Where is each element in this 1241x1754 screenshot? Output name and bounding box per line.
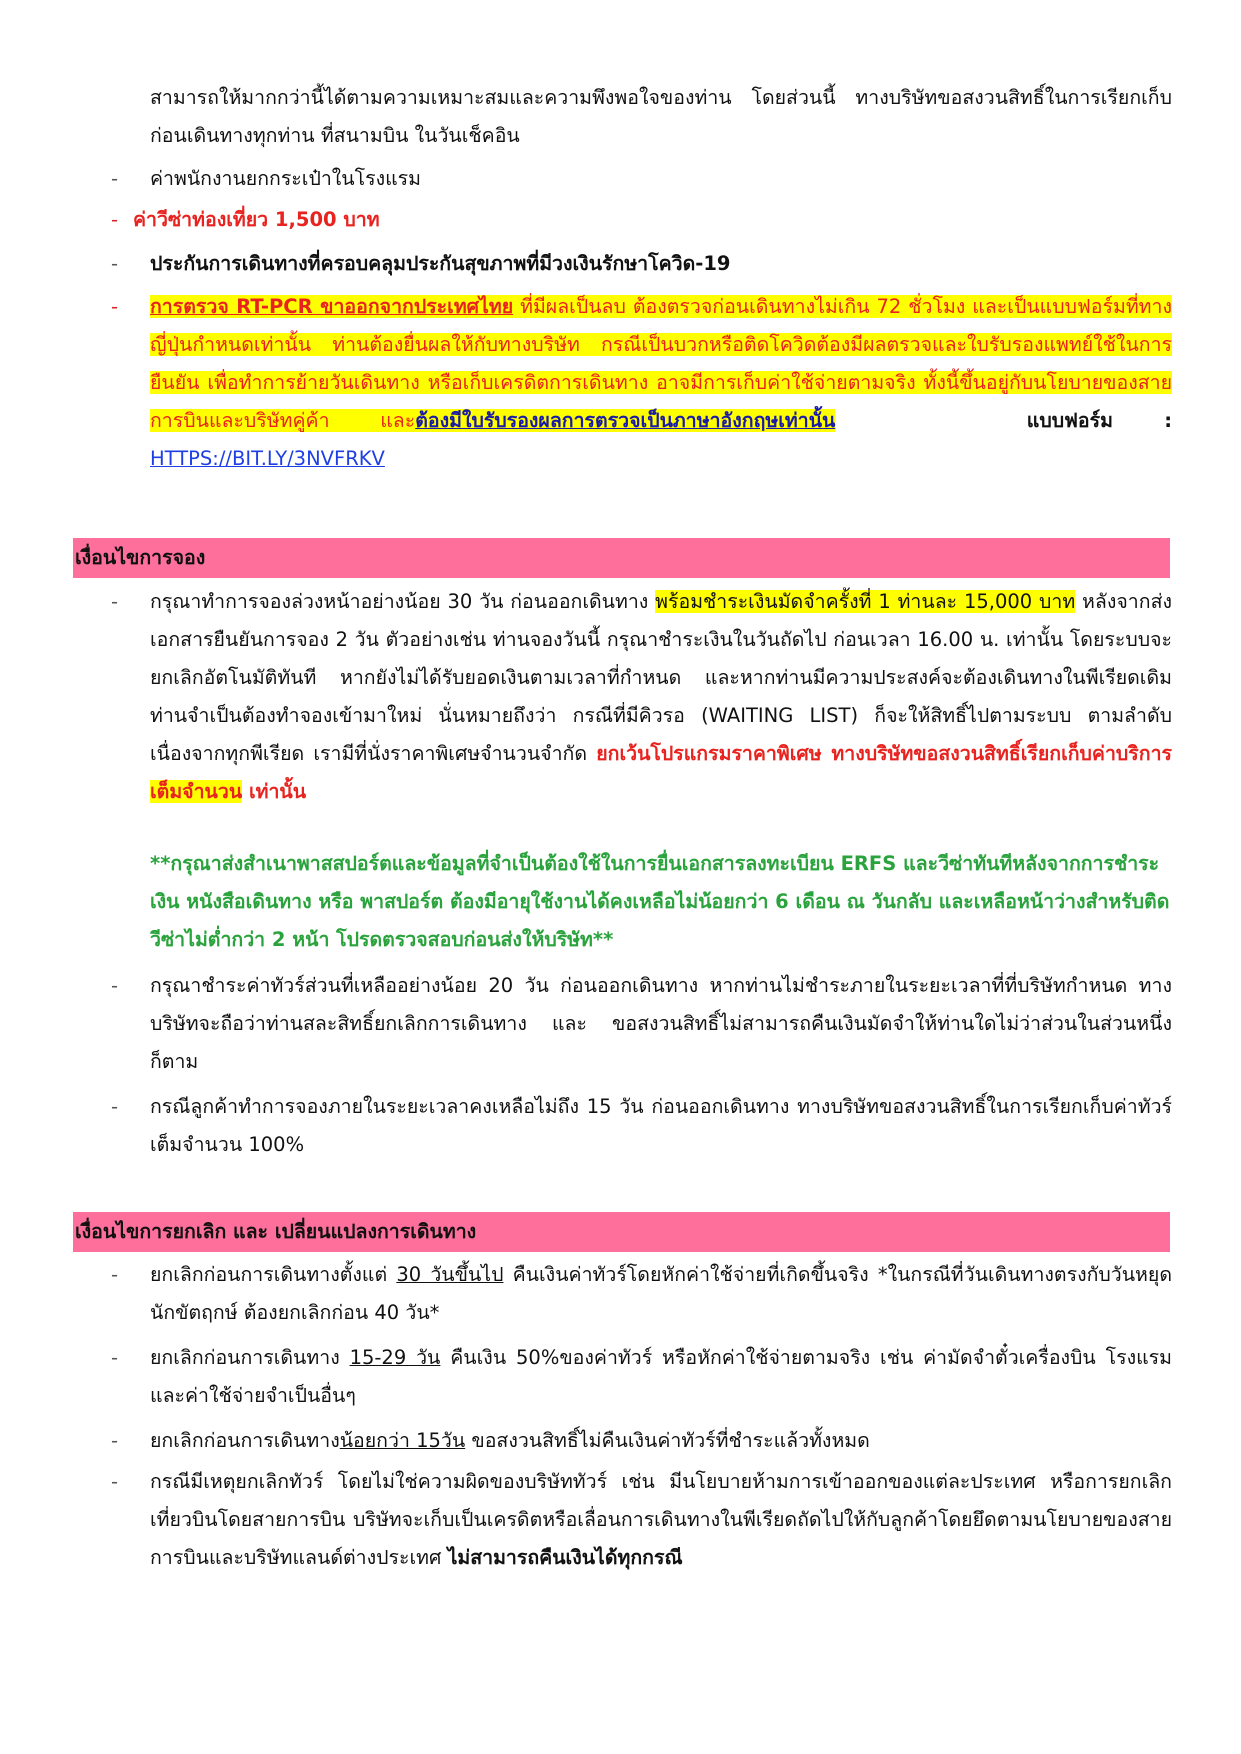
bullet-dash: -: [111, 974, 119, 997]
bullet-dash: -: [111, 167, 119, 190]
cancel-15-29-lead: ยกเลิกก่อนการเดินทาง: [150, 1346, 350, 1369]
special-price-note: ยกเว้นโปรแกรมราคาพิเศษ ทางบริษัทขอสงวนสิทธิ์เรียกเก็บค่าบริการ: [596, 742, 1172, 765]
deposit-highlight: พร้อมชำระเงินมัดจำครั้งที่ 1 ท่านละ 15,000 บาท: [655, 590, 1076, 613]
rtpcr-english-requirement: ต้องมีใบรับรองผลการตรวจเป็นภาษาอังกฤษเท่านั้น: [415, 409, 836, 432]
cancel-30-lead: ยกเลิกก่อนการเดินทางตั้งแต่: [150, 1263, 397, 1286]
force-majeure-body: กรณีมีเหตุยกเลิกทัวร์ โดยไม่ใช่ความผิดของบริษัททัวร์ เช่น มีนโยบายห้ามการเข้าออกของแต่ละประเทศ หรือการยกเลิกเที่ยวบินโดยสายการบิน บริษัทจะเก็บเป็นเครดิตหรือเลื่อนการเดินทางในพีเรียดถัดไปให้กับลูกค้าโดยยึดตามนโยบายของสายการบินและบริษัทแลนด์ต่างประเทศ: [150, 1470, 1172, 1569]
bullet-dash: -: [111, 252, 119, 275]
booking-body: หลังจากส่งเอกสารยืนยันการจอง 2 วัน ตัวอย่างเช่น ท่านจองวันนี้ กรุณาชำระเงินในวันถัดไป ก่อนเวลา 16.00 น. เท่านั้น โดยระบบจะยกเลิกอัตโนมัติทันที หากยังไม่ได้รับยอดเงินตามเวลาที่กำหนด และหากท่านมีความประสงค์จะต้องเดินทางในพีเรียดเดิม ท่านจำเป็นต้องทำจองเข้ามาใหม่ นั่นหมายถึงว่า กรณีที่มีคิวรอ (WAITING LIST) ก็จะให้สิทธิ์ไปตามระบบ ตามลำดับ เนื่องจากทุกพีเรียด เรามีที่นั่งราคาพิเศษจำนวนจำกัด: [150, 590, 1172, 765]
cancel-under15-lead: ยกเลิกก่อนการเดินทาง: [150, 1429, 340, 1452]
form-label: แบบฟอร์ม :: [1026, 409, 1173, 432]
full-amount-highlight: เต็มจำนวน: [150, 780, 243, 803]
booking-conditions-header: เงื่อนไขการจอง: [73, 538, 1170, 578]
cancel-15-29-paragraph: [150, 1339, 1172, 1415]
late-booking-text: กรณีลูกค้าทำการจองภายในระยะเวลาคงเหลือไม่ถึง 15 วัน ก่อนออกเดินทาง ทางบริษัทขอสงวนสิทธิ์ในการเรียกเก็บค่าทัวร์เต็มจำนวน 100%: [150, 1095, 1172, 1156]
bullet-dash: -: [111, 1429, 119, 1452]
cancel-under15-paragraph: [150, 1422, 1172, 1460]
balance-text: กรุณาชำระค่าทัวร์ส่วนที่เหลืออย่างน้อย 20 วัน ก่อนออกเดินทาง หากท่านไม่ชำระภายในระยะเวลาที่ที่บริษัทกำหนด ทางบริษัทจะถือว่าท่านสละสิทธิ์ยกเลิกการเดินทาง และ ขอสงวนสิทธิ์ไม่สามารถคืนเงินมัดจำให้ท่านใดไม่ว่าส่วนในส่วนหนึ่งก็ตาม: [150, 974, 1172, 1073]
cancellation-conditions-header: เงื่อนไขการยกเลิก และ เปลี่ยนแปลงการเดินทาง: [73, 1212, 1170, 1252]
booking-lead: กรุณาทำการจองล่วงหน้าอย่างน้อย 30 วัน ก่อนออกเดินทาง: [150, 590, 656, 613]
cancel-30-rest: คืนเงินค่าทัวร์โดยหักค่าใช้จ่ายที่เกิดขึ้นจริง *ในกรณีที่วันเดินทางตรงกับวันหยุดนักขัตฤกษ์ ต้องยกเลิกก่อน 40 วัน*: [150, 1263, 1172, 1324]
cancel-30days-paragraph: [150, 1256, 1172, 1332]
booking-deposit-paragraph: [150, 583, 1172, 811]
no-refund-text: ไม่สามารถคืนเงินได้ทุกกรณี: [447, 1546, 683, 1569]
cancel-15-29-rest: คืนเงิน 50%ของค่าทัวร์ หรือหักค่าใช้จ่ายตามจริง เช่น ค่ามัดจำตั๋วเครื่องบิน โรงแรม และค่าใช้จ่ายจำเป็นอื่นๆ: [150, 1346, 1172, 1407]
form-link[interactable]: HTTPS://BIT.LY/3NVFRKV: [150, 447, 385, 470]
passport-note: **กรุณาส่งสำเนาพาสสปอร์ตและข้อมูลที่จำเป็นต้องใช้ในการยื่นเอกสารลงทะเบียน ERFS และวีซ่าทันทีหลังจากการชำระเงิน หนังสือเดินทาง หรือ พาสปอร์ต ต้องมีอายุใช้งานได้คงเหลือไม่น้อยกว่า 6 เดือน ณ วันกลับ และเหลือหน้าว่างสำหรับติดวีซ่าไม่ต่ำกว่า 2 หน้า โปรดตรวจสอบก่อนส่งให้บริษัท**: [150, 852, 1170, 951]
cancel-under15-rest: ขอสงวนสิทธิ์ไม่คืนเงินค่าทัวร์ที่ชำระแล้วทั้งหมด: [465, 1429, 870, 1452]
only-text: เท่านั้น: [242, 780, 307, 803]
bullet-dash: -: [111, 1095, 119, 1118]
rtpcr-heading: การตรวจ RT-PCR ขาออกจากประเทศไทย: [150, 295, 514, 318]
rtpcr-paragraph: [150, 288, 1172, 478]
bullet-dash: -: [111, 1263, 119, 1286]
bullet-dash: -: [111, 590, 119, 613]
bullet-dash: -: [111, 295, 119, 318]
insurance-text: ประกันการเดินทางที่ครอบคลุมประกันสุขภาพที่มีวงเงินรักษาโควิด-19: [150, 252, 731, 275]
cancel-under15-period: น้อยกว่า 15วัน: [339, 1429, 466, 1452]
cancel-30-period: 30 วันขึ้นไป: [396, 1263, 504, 1286]
force-majeure-paragraph: [150, 1463, 1172, 1577]
cancel-15-29-period: 15-29 วัน: [349, 1346, 441, 1369]
bullet-dash: -: [111, 1346, 119, 1369]
porter-text: ค่าพนักงานยกกระเป๋าในโรงแรม: [150, 167, 421, 190]
rtpcr-body: ที่มีผลเป็นลบ ต้องตรวจก่อนเดินทางไม่เกิน 72 ชั่วโมง และเป็นแบบฟอร์มที่ทางญี่ปุ่นกำหนดเท่านั้น ท่านต้องยื่นผลให้กับทางบริษัท กรณีเป็นบวกหรือติดโควิดต้องมีผลตรวจและใบรับรองแพทย์ใช้ในการยืนยัน เพื่อทำการย้ายวันเดินทาง หรือเก็บเครดิตการเดินทาง อาจมีการเก็บค่าใช้จ่ายตามจริง ทั้งนี้ขึ้นอยู่กับนโยบายของสายการบินและบริษัทคู่ค้า และ: [150, 295, 1172, 432]
visa-fee-text: ค่าวีซ่าท่องเที่ยว 1,500 บาท: [133, 208, 380, 231]
bullet-dash: -: [111, 208, 119, 231]
bullet-dash: -: [111, 1470, 119, 1493]
continuation-paragraph: [150, 79, 1172, 155]
continuation-text: สามารถให้มากกว่านี้ได้ตามความเหมาะสมและความพึงพอใจของท่าน โดยส่วนนี้ ทางบริษัทขอสงวนสิทธิ์ในการเรียกเก็บก่อนเดินทางทุกท่าน ที่สนามบิน ในวันเช็คอิน: [150, 86, 1172, 147]
